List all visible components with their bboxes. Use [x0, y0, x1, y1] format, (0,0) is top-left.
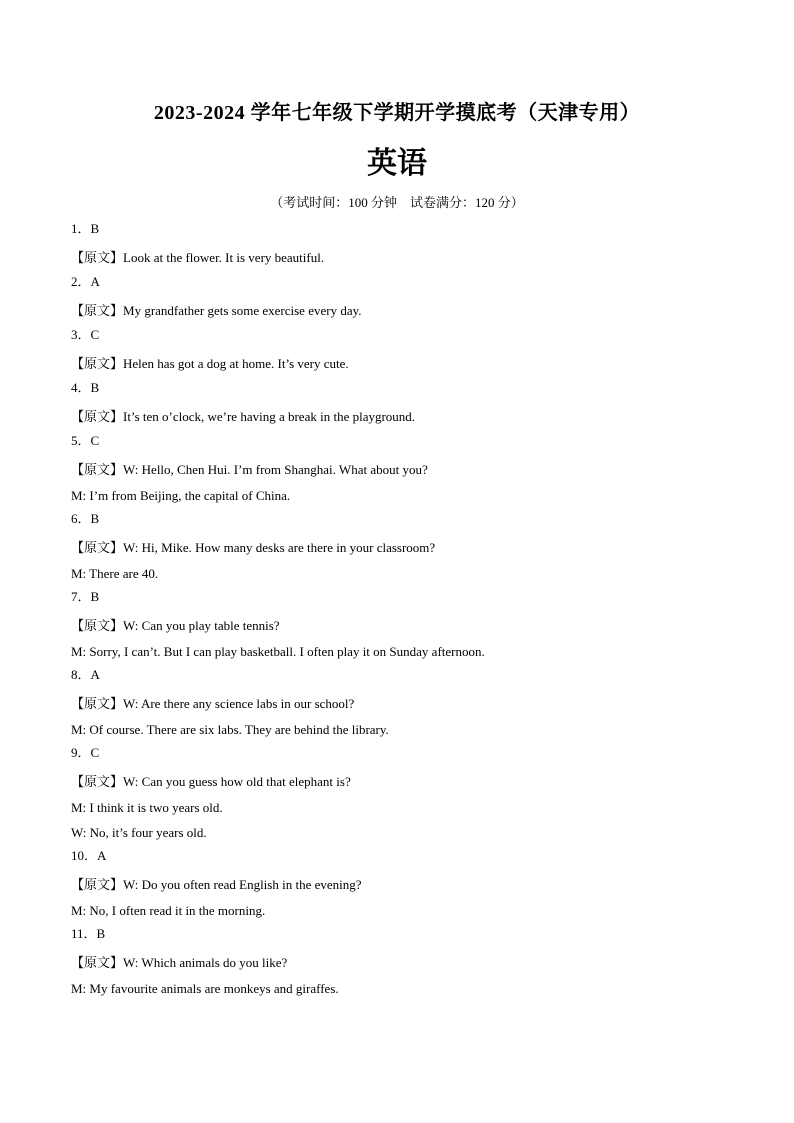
transcript-line — [71, 873, 751, 899]
list-item — [71, 846, 751, 924]
transcript-text: My grandfather gets some exercise every day. — [123, 303, 362, 318]
list-item — [71, 509, 751, 587]
transcript-line — [71, 405, 751, 431]
source-tag: 【原文】 — [71, 956, 124, 971]
transcript-line — [71, 951, 751, 977]
transcript-line: M: Of course. There are six labs. They are behind the library. — [71, 722, 389, 737]
page-title: 2023-2024 学年七年级下学期开学摸底考（天津专用） — [153, 102, 641, 124]
transcript-text: It’s ten o’clock, we’re having a break in the playground. — [123, 409, 416, 424]
answer-number: 2．A — [71, 274, 100, 289]
list-item — [71, 325, 751, 378]
transcript-line — [71, 692, 751, 718]
transcript-text: W: Which animals do you like? — [123, 955, 288, 970]
subject-heading: 英语 — [367, 146, 427, 181]
exam-info: （考试时间：100 分钟 试卷满分：120 分） — [270, 195, 524, 210]
transcript-text: W: Hello, Chen Hui. I’m from Shanghai. What about you? — [123, 462, 428, 477]
transcript-line: M: There are 40. — [71, 566, 159, 581]
transcript-line: M: I’m from Beijing, the capital of China. — [71, 488, 291, 503]
transcript-text: W: Hi, Mike. How many desks are there in your classroom? — [123, 540, 436, 555]
list-item — [71, 587, 751, 665]
list-item — [71, 743, 751, 846]
transcript-line — [71, 299, 751, 325]
source-tag: 【原文】 — [71, 251, 124, 266]
answer-number: 5．C — [71, 433, 100, 448]
transcript-line: M: My favourite animals are monkeys and giraffes. — [71, 981, 339, 996]
transcript-line: W: No, it’s four years old. — [71, 825, 207, 840]
source-tag: 【原文】 — [71, 619, 124, 634]
transcript-line — [71, 614, 751, 640]
answer-number: 4．B — [71, 380, 100, 395]
list-item — [71, 378, 751, 431]
transcript-text: W: Can you guess how old that elephant is? — [123, 774, 351, 789]
transcript-text: Look at the flower. It is very beautiful. — [123, 250, 325, 265]
source-tag: 【原文】 — [71, 463, 124, 478]
answer-number: 1．B — [71, 221, 100, 236]
source-tag: 【原文】 — [71, 878, 124, 893]
transcript-line — [71, 536, 751, 562]
transcript-text: W: Do you often read English in the evening? — [123, 877, 362, 892]
answer-number: 6．B — [71, 511, 100, 526]
transcript-line — [71, 770, 751, 796]
source-tag: 【原文】 — [71, 697, 124, 712]
source-tag: 【原文】 — [71, 304, 124, 319]
transcript-line: M: Sorry, I can’t. But I can play basketball. I often play it on Sunday afternoon. — [71, 644, 485, 659]
transcript-line — [71, 352, 751, 378]
transcript-line: M: No, I often read it in the morning. — [71, 903, 266, 918]
answer-list — [71, 219, 751, 1002]
list-item — [71, 272, 751, 325]
list-item — [71, 665, 751, 743]
transcript-line — [71, 458, 751, 484]
list-item — [71, 924, 751, 1002]
transcript-line: M: I think it is two years old. — [71, 800, 223, 815]
list-item — [71, 431, 751, 509]
transcript-text: W: Are there any science labs in our school? — [123, 696, 355, 711]
source-tag: 【原文】 — [71, 357, 124, 372]
source-tag: 【原文】 — [71, 541, 124, 556]
transcript-text: W: Can you play table tennis? — [123, 618, 280, 633]
source-tag: 【原文】 — [71, 775, 124, 790]
transcript-text: Helen has got a dog at home. It’s very cute. — [123, 356, 349, 371]
transcript-line — [71, 246, 751, 272]
answer-number: 7．B — [71, 589, 100, 604]
answer-number: 9．C — [71, 745, 100, 760]
answer-number: 10．A — [71, 848, 107, 863]
source-tag: 【原文】 — [71, 410, 124, 425]
answer-number: 11．B — [71, 926, 106, 941]
answer-number: 3．C — [71, 327, 100, 342]
answer-number: 8．A — [71, 667, 100, 682]
list-item — [71, 219, 751, 272]
